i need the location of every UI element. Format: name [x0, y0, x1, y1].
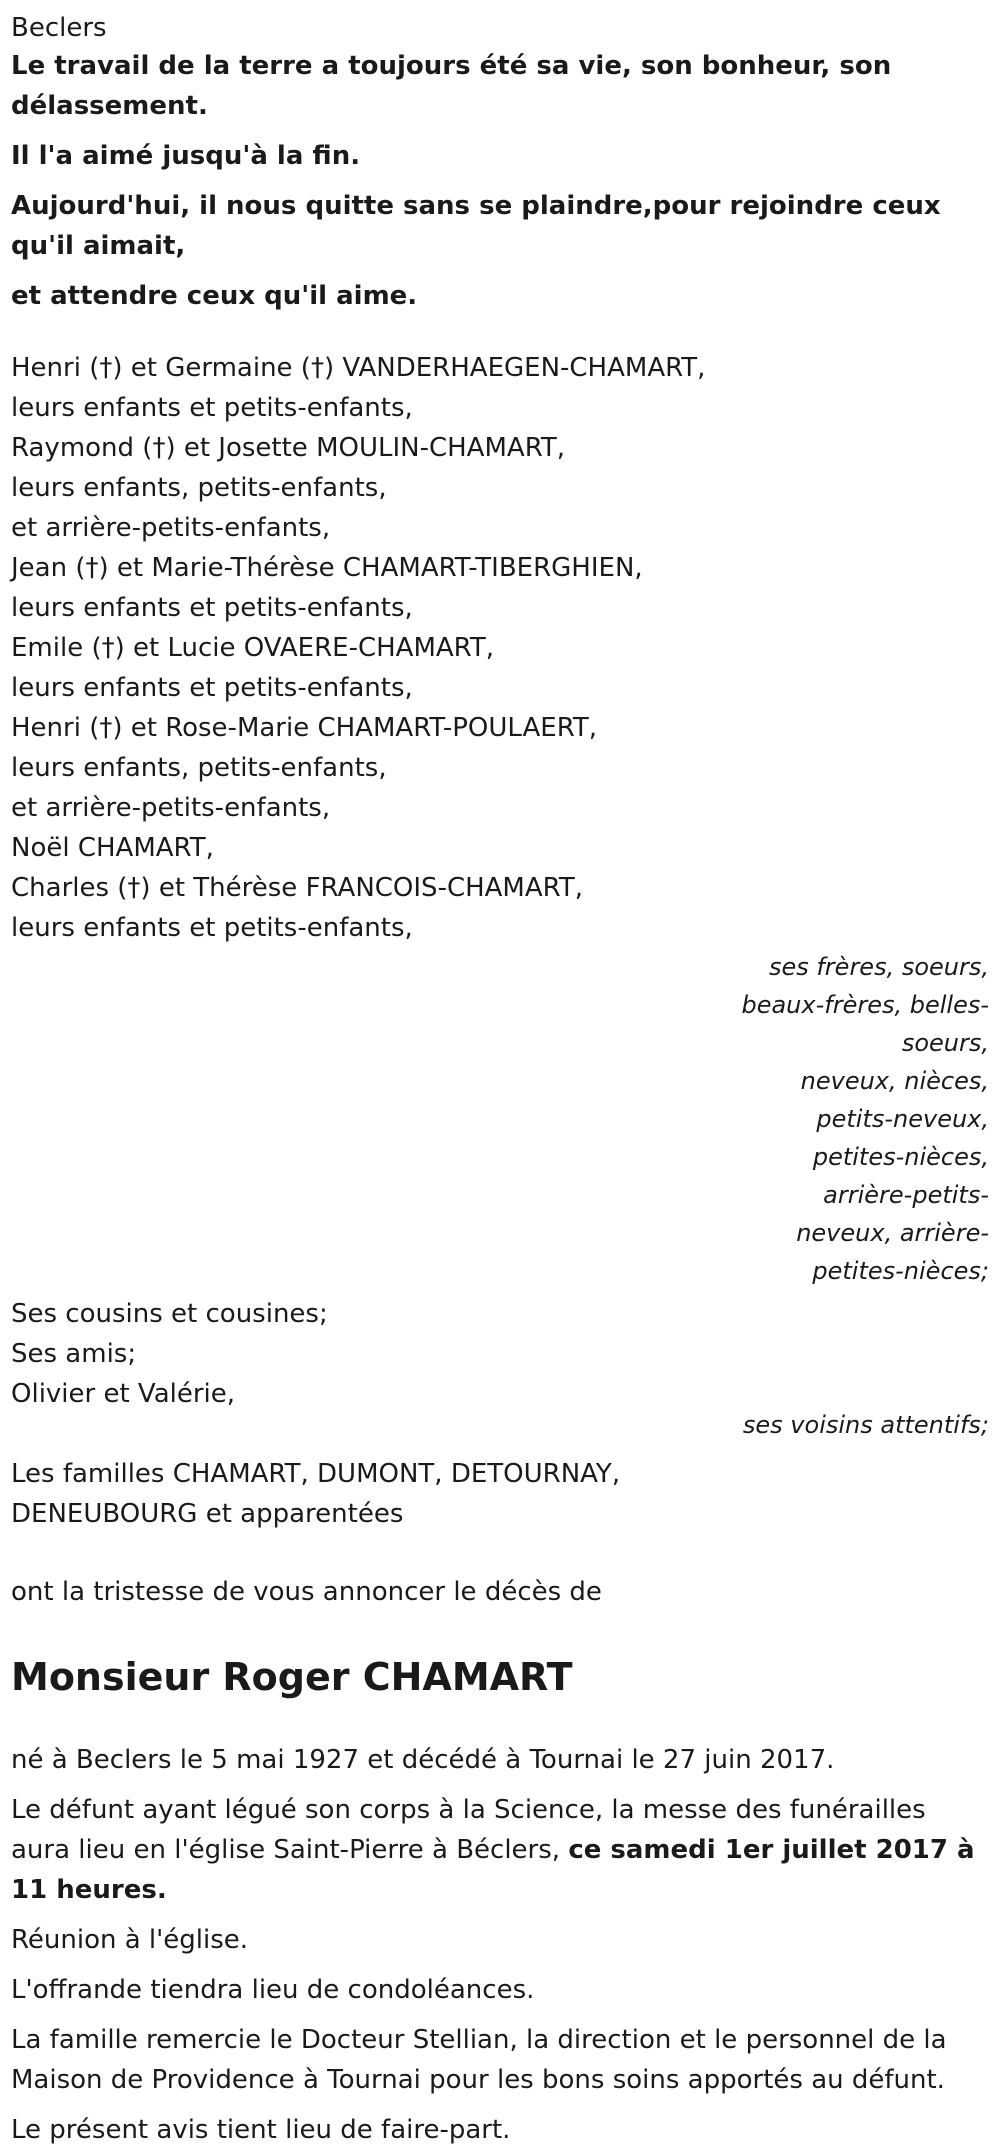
relation-grand-nephews: arrière-petits-neveux, arrière-petites-nièces;: [796, 1181, 989, 1285]
family-line: Emile (†) et Lucie OVAERE-CHAMART,: [11, 633, 495, 663]
neighbours-relation: ses voisins attentifs;: [742, 1411, 989, 1439]
mass-info: [11, 1790, 989, 1910]
announcement-text: ont la tristesse de vous annoncer le décès de: [11, 1577, 602, 1607]
cousins-line: Olivier et Valérie,: [11, 1379, 236, 1409]
family-line: leurs enfants et petits-enfants,: [11, 593, 413, 623]
relation-nephews: neveux, nièces, petits-neveux, petites-nièces,: [800, 1067, 989, 1171]
motto-line: Le travail de la terre a toujours été sa vie, son bonheur, son délassement.: [11, 51, 892, 121]
obituary-page: [0, 10, 1000, 2145]
motto-line: Il l'a aimé jusqu'à la fin.: [11, 141, 361, 171]
family-line: leurs enfants, petits-enfants,: [11, 473, 387, 503]
family-line: Noël CHAMART,: [11, 833, 214, 863]
deceased-name: Monsieur Roger CHAMART: [11, 1655, 573, 1699]
relations-block: [11, 948, 989, 1290]
motto-line: Aujourd'hui, il nous quitte sans se plaindre,pour rejoindre ceux qu'il aimait,: [11, 191, 941, 261]
family-line: Henri (†) et Germaine (†) VANDERHAEGEN-CHAMART,: [11, 353, 706, 383]
family-line: leurs enfants, petits-enfants,: [11, 753, 387, 783]
family-line: et arrière-petits-enfants,: [11, 793, 331, 823]
birth-death: né à Beclers le 5 mai 1927 et décédé à Tournai le 27 juin 2017.: [11, 1745, 835, 1775]
families-list: [11, 1454, 989, 1534]
family-list: [11, 348, 989, 948]
mass-date: ce samedi 1er juillet 2017 à 11 heures.: [11, 1835, 975, 1905]
motto-line: et attendre ceux qu'il aime.: [11, 281, 418, 311]
family-line: leurs enfants et petits-enfants,: [11, 393, 413, 423]
thanks: La famille remercie le Docteur Stellian, la direction et le personnel de la Maison de Providence à Tournai pour les bons soins apportés au défunt.: [11, 2025, 947, 2095]
families-line: Les familles CHAMART, DUMONT, DETOURNAY,: [11, 1459, 621, 1489]
family-line: leurs enfants et petits-enfants,: [11, 913, 413, 943]
details: [11, 1740, 989, 2150]
families-line: DENEUBOURG et apparentées: [11, 1499, 404, 1529]
cousins-list: [11, 1294, 989, 1414]
reunion: Réunion à l'église.: [11, 1925, 249, 1955]
town-name: Beclers: [11, 13, 107, 43]
family-line: Raymond (†) et Josette MOULIN-CHAMART,: [11, 433, 566, 463]
family-line: Charles (†) et Thérèse FRANCOIS-CHAMART,: [11, 873, 583, 903]
offrande: L'offrande tiendra lieu de condoléances.: [11, 1975, 535, 2005]
cousins-line: Ses cousins et cousines;: [11, 1299, 328, 1329]
motto: [11, 46, 989, 316]
family-line: leurs enfants et petits-enfants,: [11, 673, 413, 703]
family-line: Jean (†) et Marie-Thérèse CHAMART-TIBERGHIEN,: [11, 553, 643, 583]
cousins-line: Ses amis;: [11, 1339, 137, 1369]
family-line: et arrière-petits-enfants,: [11, 513, 331, 543]
family-line: Henri (†) et Rose-Marie CHAMART-POULAERT,: [11, 713, 598, 743]
notice: Le présent avis tient lieu de faire-part.: [11, 2115, 511, 2145]
relation-siblings: ses frères, soeurs, beaux-frères, belles-soeurs,: [741, 953, 989, 1057]
mass-text: Le défunt ayant légué son corps à la Science, la messe des funérailles aura lieu en l'église Saint-Pierre à Béclers,: [11, 1795, 926, 1865]
